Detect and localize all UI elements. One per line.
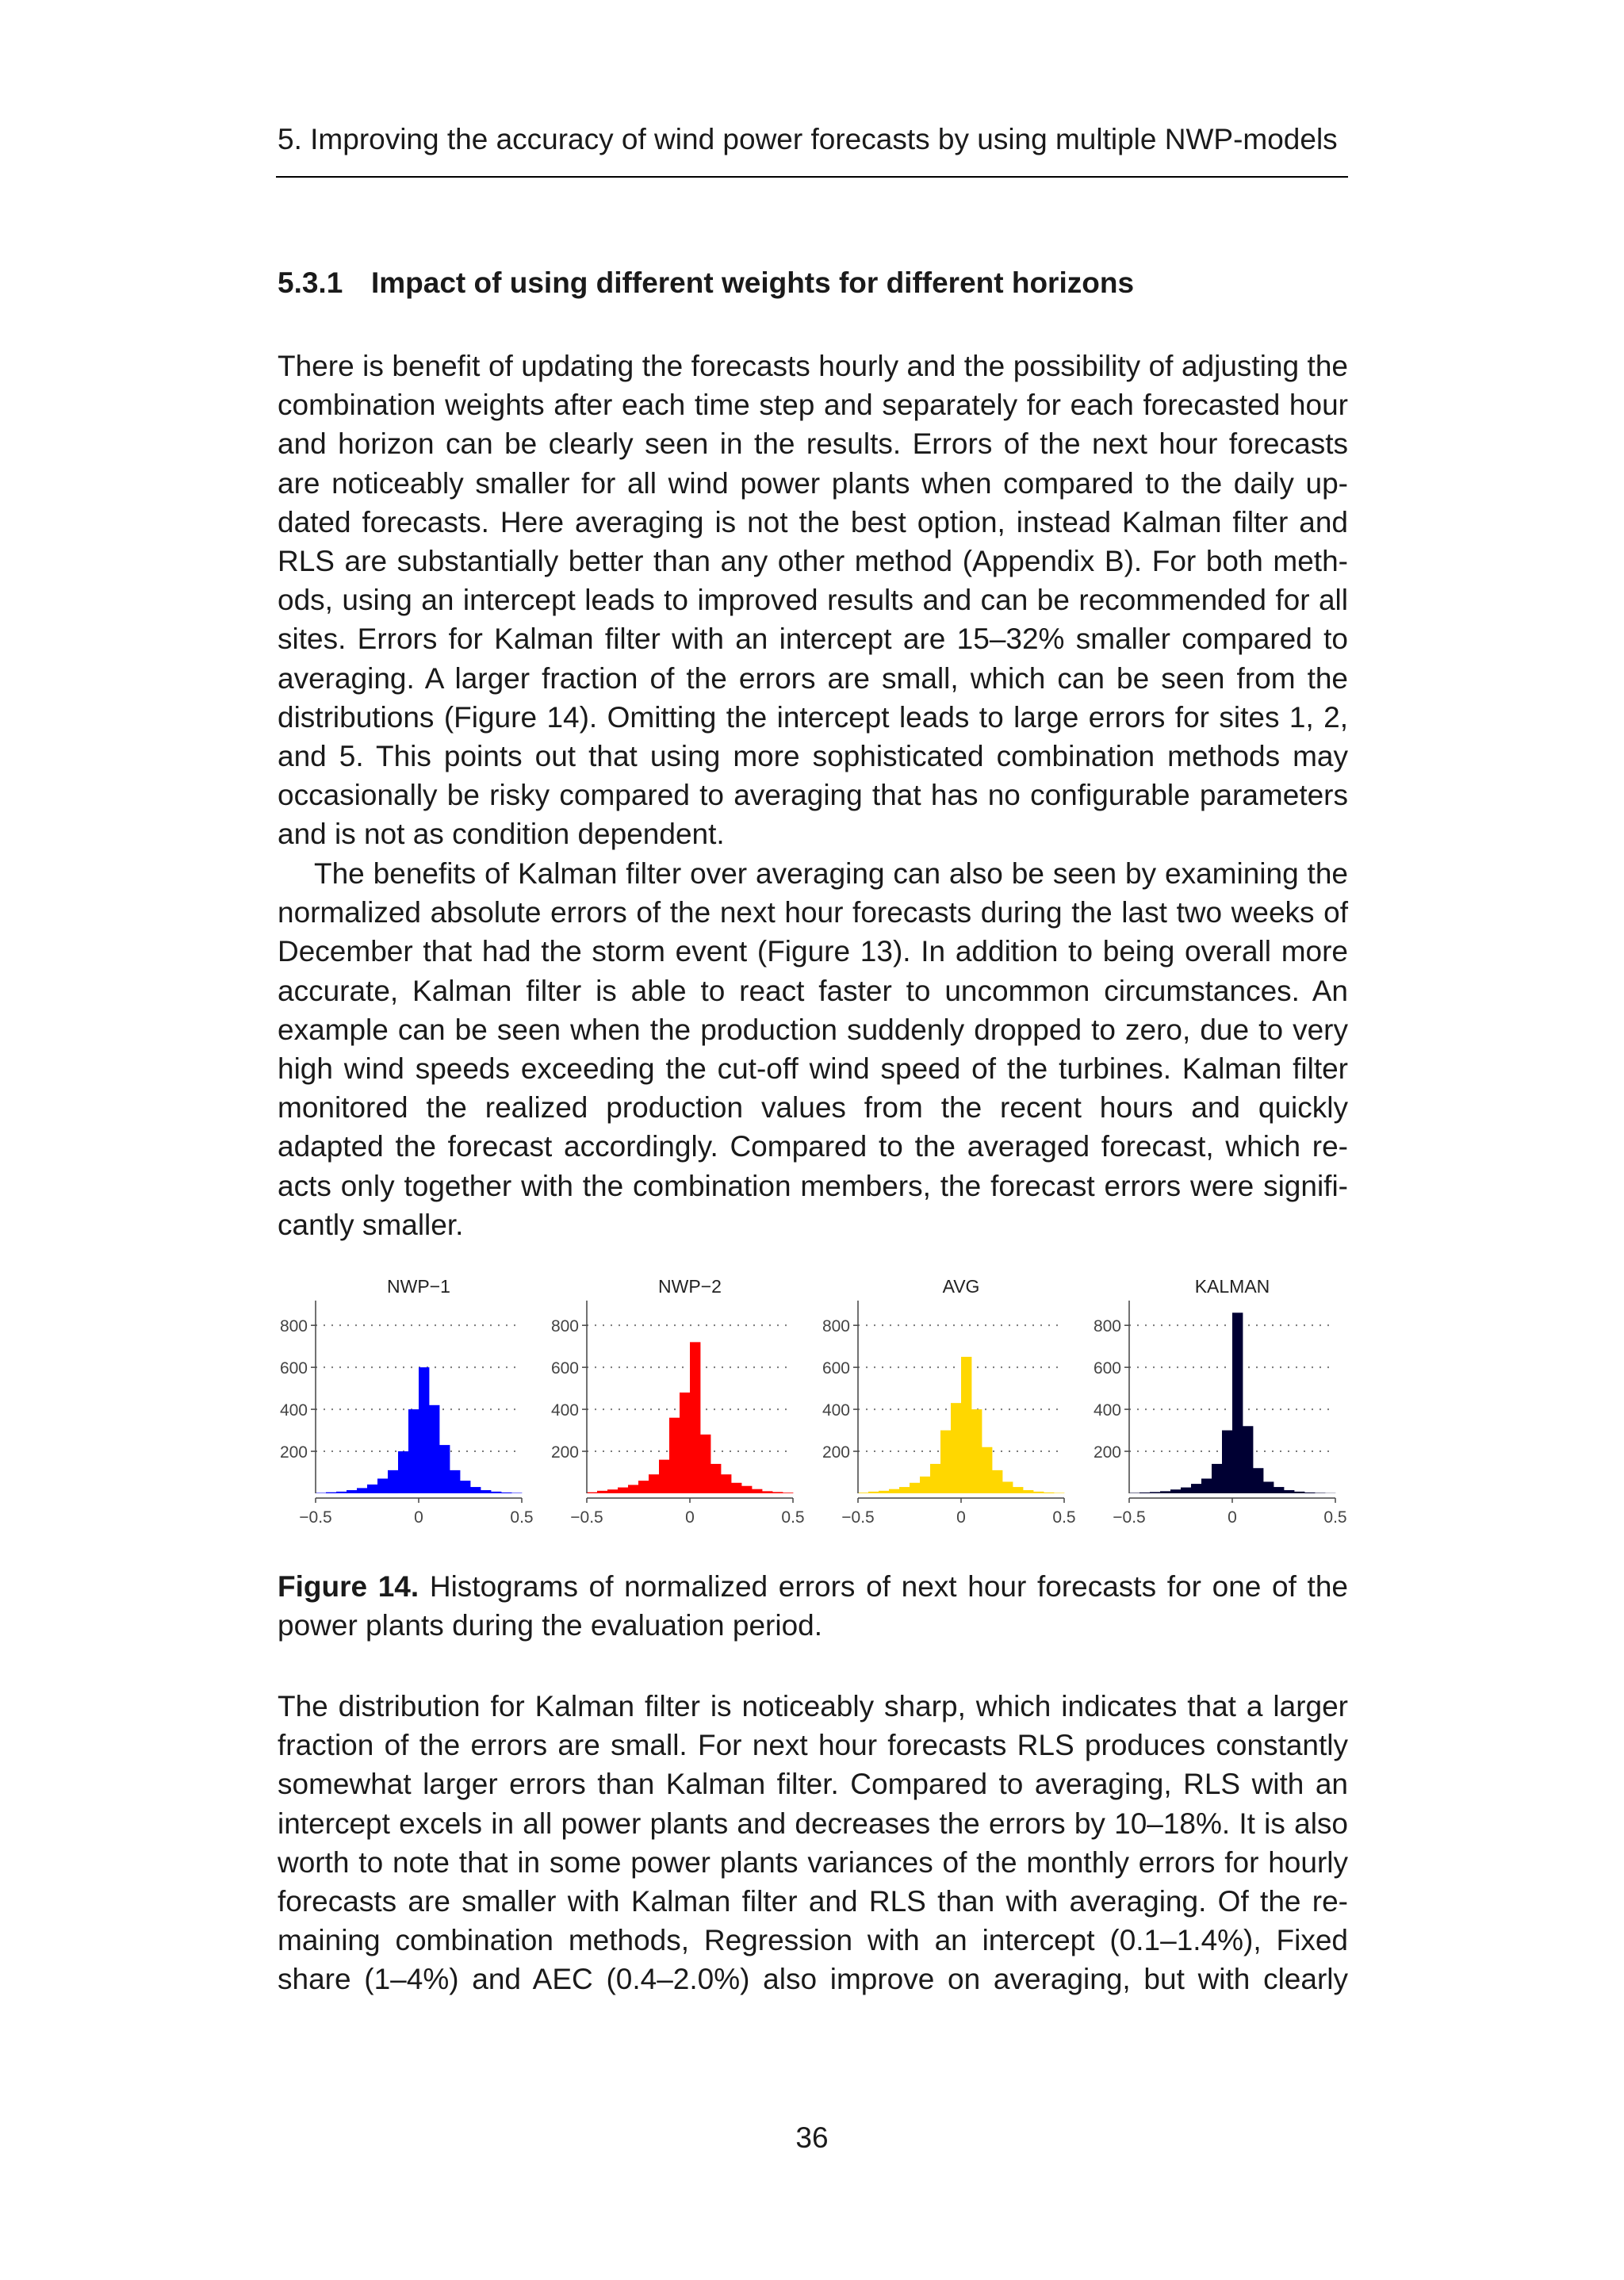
histogram-bar — [597, 1491, 607, 1493]
x-tick-label: −0.5 — [570, 1508, 603, 1527]
text-line: high wind speeds exceeding the cut-off wind speed of the turbines. Kalman filter — [278, 1052, 1348, 1086]
histogram-bar — [1002, 1481, 1013, 1493]
histogram-bar — [680, 1393, 690, 1493]
histogram-bar — [336, 1492, 347, 1493]
y-tick-label: 200 — [550, 1443, 579, 1462]
histogram-bar — [940, 1431, 951, 1493]
text-line: RLS are substantially better than any other method (Appendix B). For both meth- — [278, 545, 1348, 578]
histogram-bar — [971, 1409, 982, 1493]
y-tick-label: 800 — [279, 1317, 308, 1336]
x-tick-label: −0.5 — [299, 1508, 332, 1527]
histogram-bar — [1181, 1488, 1191, 1493]
histogram-bar — [731, 1483, 741, 1493]
histogram-title: NWP−2 — [658, 1276, 722, 1297]
histogram-bar — [429, 1405, 439, 1493]
y-tick-label: 400 — [1093, 1401, 1121, 1420]
histogram-bar — [1294, 1492, 1304, 1493]
x-tick-label: 0 — [956, 1508, 966, 1527]
histogram-bar — [628, 1485, 638, 1493]
histogram-bar — [1212, 1464, 1222, 1493]
text-line: distributions (Figure 14). Omitting the intercept leads to large errors for sites 1, 2, — [278, 700, 1348, 734]
histogram-bar — [710, 1464, 721, 1493]
text-line: accurate, Kalman filter is able to react faster to uncommon circumstances. An — [278, 974, 1348, 1007]
text-line: and is not as condition dependent. — [278, 818, 725, 851]
text-line: and horizon can be clearly seen in the results. Errors of the next hour forecasts — [278, 427, 1348, 461]
y-tick-label: 200 — [279, 1443, 308, 1462]
histogram-panel — [280, 1276, 534, 1527]
histogram-bar — [982, 1447, 992, 1493]
histogram-bar — [1150, 1492, 1160, 1493]
histogram-bar — [1253, 1468, 1263, 1493]
histogram-bar — [659, 1460, 669, 1493]
histogram-bar — [992, 1470, 1002, 1493]
histogram-bar — [408, 1409, 419, 1493]
text-line: cantly smaller. — [278, 1208, 464, 1241]
text-line: forecasts are smaller with Kalman filter and RLS than with averaging. Of the re- — [278, 1885, 1348, 1918]
histogram-bar — [1243, 1426, 1253, 1493]
histogram-bar — [1263, 1481, 1274, 1493]
histogram-bar — [920, 1477, 930, 1493]
y-tick-label: 600 — [279, 1359, 308, 1378]
figure-caption — [278, 1567, 1348, 1645]
text-line: ods, using an intercept leads to improved results and can be recommended for all — [278, 584, 1348, 617]
histogram-bar — [377, 1478, 388, 1493]
y-tick-label: 600 — [822, 1359, 850, 1378]
y-tick-label: 400 — [279, 1401, 308, 1420]
y-tick-label: 600 — [1093, 1359, 1121, 1378]
text-line: example can be seen when the production suddenly dropped to zero, due to very — [278, 1013, 1348, 1046]
histogram-bar — [1013, 1487, 1023, 1493]
text-line: adapted the forecast accordingly. Compared to the averaged forecast, which re- — [278, 1130, 1348, 1163]
histogram-bar — [669, 1418, 680, 1493]
histogram-bar — [357, 1488, 367, 1493]
histogram-bar — [1284, 1490, 1294, 1493]
histogram-bar — [772, 1492, 783, 1493]
section-number: 5.3.1 — [278, 266, 343, 299]
text-line: sites. Errors for Kalman filter with an intercept are 15–32% smaller compared to — [278, 623, 1348, 656]
y-tick-label: 200 — [1093, 1443, 1121, 1462]
histogram-bar — [1274, 1487, 1284, 1493]
histogram-bar — [721, 1474, 731, 1493]
histogram-bar — [910, 1483, 920, 1493]
y-tick-label: 400 — [550, 1401, 579, 1420]
histogram-bar — [889, 1489, 899, 1493]
text-line: The distribution for Kalman filter is noticeably sharp, which indicates that a larger — [278, 1690, 1348, 1722]
histogram-bar — [398, 1451, 408, 1493]
histogram-bar — [649, 1474, 659, 1493]
histogram-bar — [618, 1488, 628, 1493]
y-tick-label: 600 — [550, 1359, 579, 1378]
header-rule — [276, 176, 1348, 178]
histogram-bar — [460, 1481, 470, 1493]
histogram-bar — [419, 1367, 429, 1493]
text-line: share (1–4%) and AEC (0.4–2.0%) also improve on averaging, but with clearly — [278, 1963, 1348, 1996]
histogram-bar — [961, 1357, 971, 1493]
histogram-bar — [1033, 1492, 1044, 1493]
histogram-bar — [899, 1487, 910, 1493]
text-line: maining combination methods, Regression with an intercept (0.1–1.4%), Fixed — [278, 1924, 1348, 1957]
text-line: The benefits of Kalman filter over averaging can also be seen by examining the — [314, 857, 1348, 890]
histogram-panel — [822, 1276, 1076, 1527]
histogram-bar — [450, 1470, 460, 1493]
paragraph-3 — [278, 1687, 1348, 1999]
histogram-bar — [1191, 1484, 1201, 1493]
histogram-panel — [1094, 1276, 1347, 1527]
histogram-bar — [868, 1492, 879, 1493]
histogram-bar — [741, 1486, 752, 1493]
paragraph-2 — [278, 854, 1348, 1244]
text-line: somewhat larger errors than Kalman filter. Compared to averaging, RLS with an — [278, 1768, 1348, 1801]
x-tick-label: −0.5 — [841, 1508, 875, 1527]
y-tick-label: 200 — [822, 1443, 850, 1462]
x-tick-label: 0 — [685, 1508, 695, 1527]
histogram-bar — [700, 1435, 710, 1493]
histogram-bar — [638, 1481, 649, 1493]
caption-text: Histograms of normalized errors of next hour forecasts for one of the — [429, 1570, 1348, 1603]
text-line: acts only together with the combination members, the forecast errors were signifi- — [278, 1169, 1348, 1202]
text-line: normalized absolute errors of the next hour forecasts during the last two weeks of — [278, 896, 1348, 929]
section-heading — [278, 266, 1134, 300]
histogram-title: AVG — [942, 1276, 980, 1297]
histogram-bar — [752, 1489, 762, 1493]
x-tick-label: 0.5 — [1052, 1508, 1076, 1527]
paragraph-1 — [278, 347, 1348, 854]
y-tick-label: 800 — [550, 1317, 579, 1336]
text-line: intercept excels in all power plants and decreases the errors by 10–18%. It is also — [278, 1807, 1348, 1840]
histogram-panel — [551, 1276, 805, 1527]
histogram-title: KALMAN — [1194, 1276, 1270, 1297]
x-tick-label: −0.5 — [1113, 1508, 1146, 1527]
figure-14-histograms — [270, 1269, 1364, 1539]
text-line: There is benefit of updating the forecasts hourly and the possibility of adjusting the — [278, 350, 1348, 382]
histogram-bar — [491, 1492, 501, 1493]
histogram-bar — [1023, 1490, 1033, 1493]
text-line: fraction of the errors are small. For next hour forecasts RLS produces constantly — [278, 1729, 1348, 1762]
histogram-bar — [439, 1445, 450, 1493]
x-tick-label: 0.5 — [781, 1508, 805, 1527]
text-line: averaging. A larger fraction of the errors are small, which can be seen from the — [278, 661, 1348, 695]
caption-line — [278, 1567, 1348, 1606]
histogram-bar — [470, 1487, 481, 1493]
y-tick-label: 400 — [822, 1401, 850, 1420]
x-tick-label: 0 — [1228, 1508, 1237, 1527]
x-tick-label: 0 — [414, 1508, 423, 1527]
histogram-bar — [1170, 1489, 1181, 1493]
x-tick-label: 0.5 — [1323, 1508, 1347, 1527]
histogram-bar — [481, 1490, 491, 1493]
histogram-bar — [367, 1485, 377, 1493]
histogram-bar — [347, 1490, 357, 1493]
page-number: 36 — [795, 2121, 829, 2154]
histogram-bar — [1232, 1312, 1243, 1493]
text-line: monitored the realized production values from the recent hours and quickly — [278, 1091, 1348, 1125]
y-tick-label: 800 — [822, 1317, 850, 1336]
histogram-bar — [951, 1403, 961, 1493]
text-line: are noticeably smaller for all wind power plants when compared to the daily up- — [278, 466, 1348, 500]
running-head: 5. Improving the accuracy of wind power forecasts by using multiple NWP-models — [278, 123, 1338, 155]
histogram-bar — [1160, 1491, 1170, 1493]
text-line: December that had the storm event (Figure 13). In addition to being overall more — [278, 935, 1348, 968]
histogram-bar — [930, 1464, 940, 1493]
section-title: Impact of using different weights for different horizons — [371, 266, 1135, 299]
histogram-bar — [1222, 1431, 1232, 1493]
text-line: and 5. This points out that using more sophisticated combination methods may — [278, 740, 1348, 773]
text-line: combination weights after each time step and separately for each forecasted hour — [278, 389, 1348, 422]
text-line: occasionally be risky compared to averaging that has no configurable parameters — [278, 779, 1348, 812]
figure-label: Figure 14. — [278, 1570, 419, 1603]
text-line: dated forecasts. Here averaging is not the best option, instead Kalman filter and — [278, 505, 1348, 538]
histogram-bar — [388, 1470, 398, 1493]
histogram-title: NWP−1 — [387, 1276, 450, 1297]
text-line: worth to note that in some power plants variances of the monthly errors for hourly — [278, 1845, 1348, 1879]
histogram-bar — [1201, 1478, 1212, 1493]
histogram-bar — [762, 1491, 772, 1493]
histogram-bar — [879, 1491, 889, 1493]
caption-line-2: power plants during the evaluation period. — [278, 1609, 823, 1642]
histogram-bar — [607, 1489, 618, 1493]
histogram-bar — [690, 1342, 700, 1493]
y-tick-label: 800 — [1093, 1317, 1121, 1336]
x-tick-label: 0.5 — [510, 1508, 534, 1527]
